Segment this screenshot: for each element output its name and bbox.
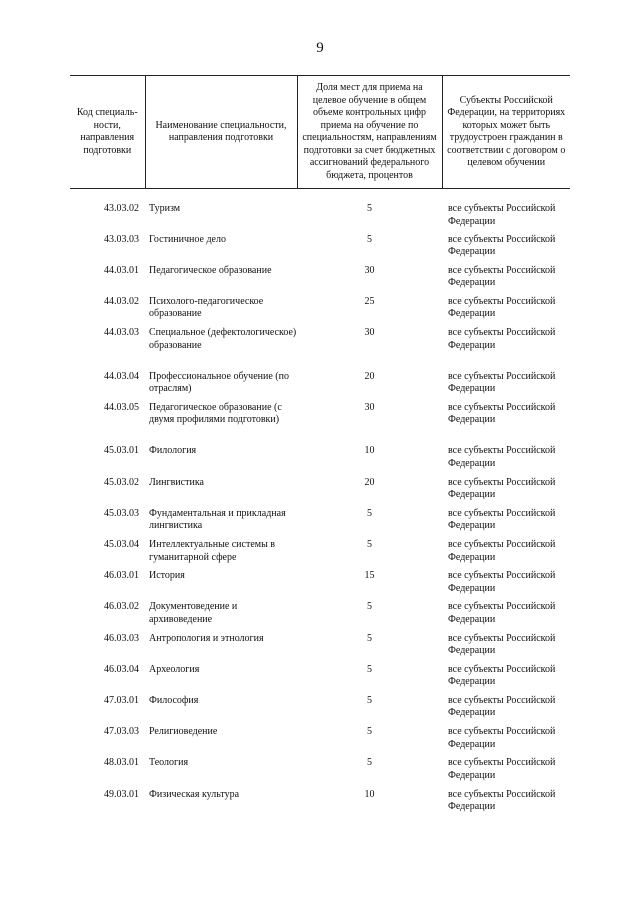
table-row bbox=[70, 445, 570, 476]
row-share: 5 bbox=[367, 726, 372, 738]
row-name: Лингвистика bbox=[149, 476, 204, 488]
row-name: История bbox=[149, 570, 185, 582]
table-row bbox=[70, 296, 570, 327]
row-code: 46.03.01 bbox=[104, 570, 139, 582]
row-subjects: все субъекты Российской Федерации bbox=[448, 233, 556, 257]
table-row bbox=[70, 327, 570, 371]
row-code: 49.03.01 bbox=[104, 788, 139, 800]
row-code: 43.03.03 bbox=[104, 233, 139, 245]
row-subjects: все субъекты Российской Федерации bbox=[448, 539, 556, 563]
row-share: 5 bbox=[367, 632, 372, 644]
row-share: 30 bbox=[364, 327, 375, 339]
row-share: 5 bbox=[367, 233, 372, 245]
row-share: 5 bbox=[367, 694, 372, 706]
row-subjects: все субъекты Российской Федерации bbox=[448, 694, 556, 719]
row-code: 45.03.02 bbox=[104, 476, 139, 488]
row-name: Религиоведение bbox=[149, 726, 218, 738]
table-row bbox=[70, 234, 570, 265]
row-share: 10 bbox=[364, 788, 375, 800]
row-subjects: все субъекты Российской Федерации bbox=[448, 327, 556, 351]
table-row bbox=[70, 789, 570, 820]
header-code: Код специаль-ности, направления подготовки bbox=[70, 76, 145, 189]
row-share: 20 bbox=[364, 370, 375, 382]
table-row bbox=[70, 601, 570, 632]
table-row bbox=[70, 633, 570, 664]
row-subjects: все субъекты Российской Федерации bbox=[448, 601, 556, 625]
row-subjects: все субъекты Российской Федерации bbox=[448, 370, 556, 395]
row-subjects: все субъекты Российской Федерации bbox=[448, 401, 556, 426]
row-name: Педагогическое образование bbox=[149, 264, 272, 276]
header-subjects: Субъекты Российской Федерации, на территориях которых может быть трудоустроен гражданин в соответствии с договором о целевом обучении bbox=[442, 76, 570, 189]
row-name: Фундаментальная и прикладная лингвистика bbox=[149, 507, 286, 532]
table-row bbox=[70, 726, 570, 757]
table-row bbox=[70, 371, 570, 402]
page-number: 9 bbox=[316, 40, 324, 56]
row-share: 5 bbox=[367, 539, 372, 550]
row-code: 44.03.05 bbox=[104, 401, 139, 413]
table-body bbox=[70, 189, 570, 820]
row-share: 5 bbox=[367, 757, 372, 769]
row-share: 5 bbox=[367, 663, 372, 675]
row-name: Специальное (дефектологическое) образование bbox=[149, 327, 297, 351]
row-share: 20 bbox=[364, 476, 375, 488]
row-share: 10 bbox=[364, 445, 375, 457]
row-code: 43.03.02 bbox=[104, 203, 139, 214]
row-subjects: все субъекты Российской Федерации bbox=[448, 726, 556, 750]
row-subjects: все субъекты Российской Федерации bbox=[448, 757, 556, 781]
table-row bbox=[70, 189, 570, 234]
row-subjects: все субъекты Российской Федерации bbox=[448, 264, 556, 289]
row-subjects: все субъекты Российской Федерации bbox=[448, 203, 556, 227]
row-subjects: все субъекты Российской Федерации bbox=[448, 295, 556, 320]
row-code: 45.03.01 bbox=[104, 445, 139, 457]
row-name: Филология bbox=[149, 445, 197, 457]
row-share: 5 bbox=[367, 203, 372, 214]
row-subjects: все субъекты Российской Федерации bbox=[448, 507, 556, 532]
specialties-table bbox=[70, 75, 570, 820]
table-row bbox=[70, 664, 570, 695]
row-name: Гостиничное дело bbox=[149, 233, 226, 245]
row-code: 44.03.04 bbox=[104, 370, 139, 382]
row-code: 47.03.01 bbox=[104, 694, 139, 706]
row-name: Профессиональное обучение (по отраслям) bbox=[149, 370, 289, 395]
table-header bbox=[70, 76, 570, 189]
row-name: Психолого-педагогическое образование bbox=[149, 295, 264, 320]
row-subjects: все субъекты Российской Федерации bbox=[448, 663, 556, 688]
row-code: 46.03.02 bbox=[104, 601, 139, 613]
row-code: 48.03.01 bbox=[104, 757, 139, 769]
row-code: 46.03.03 bbox=[104, 632, 139, 644]
row-code: 45.03.04 bbox=[104, 539, 139, 550]
row-name: Антропология и этнология bbox=[149, 632, 264, 644]
row-name: Физическая культура bbox=[149, 788, 240, 800]
row-code: 44.03.02 bbox=[104, 295, 139, 307]
row-name: Философия bbox=[149, 694, 199, 706]
row-share: 5 bbox=[367, 507, 372, 519]
row-subjects: все субъекты Российской Федерации bbox=[448, 570, 556, 594]
row-subjects: все субъекты Российской Федерации bbox=[448, 788, 556, 812]
row-share: 15 bbox=[364, 570, 375, 582]
row-share: 30 bbox=[364, 401, 375, 413]
row-name: Интеллектуальные системы в гуманитарной сфере bbox=[149, 539, 276, 563]
table-row bbox=[70, 508, 570, 539]
row-code: 44.03.03 bbox=[104, 327, 139, 339]
table-row bbox=[70, 265, 570, 296]
table-row bbox=[70, 539, 570, 570]
row-share: 30 bbox=[364, 264, 375, 276]
header-name: Наименование специальности, направления подготовки bbox=[145, 76, 297, 189]
row-subjects: все субъекты Российской Федерации bbox=[448, 476, 556, 501]
table-row bbox=[70, 477, 570, 508]
row-share: 25 bbox=[364, 295, 375, 307]
row-name: Туризм bbox=[149, 203, 181, 214]
table-row bbox=[70, 570, 570, 601]
row-code: 47.03.03 bbox=[104, 726, 139, 738]
row-name: Теология bbox=[149, 757, 189, 769]
row-name: Педагогическое образование (с двумя профилями подготовки) bbox=[149, 401, 282, 426]
row-subjects: все субъекты Российской Федерации bbox=[448, 632, 556, 657]
row-code: 46.03.04 bbox=[104, 663, 139, 675]
row-name: Документоведение и архивоведение bbox=[149, 601, 238, 625]
table-row bbox=[70, 402, 570, 446]
row-code: 45.03.03 bbox=[104, 507, 139, 519]
row-share: 5 bbox=[367, 601, 372, 613]
row-code: 44.03.01 bbox=[104, 264, 139, 276]
row-subjects: все субъекты Российской Федерации bbox=[448, 445, 556, 469]
header-share: Доля мест для приема на целевое обучение в общем объеме контрольных цифр приема на обучение по специальностям, направлениям подготовки за счет бюджетных ассигнований федерального бюджета, процентов bbox=[297, 76, 442, 189]
table-row bbox=[70, 757, 570, 788]
row-name: Археология bbox=[149, 663, 200, 675]
table-row bbox=[70, 695, 570, 726]
